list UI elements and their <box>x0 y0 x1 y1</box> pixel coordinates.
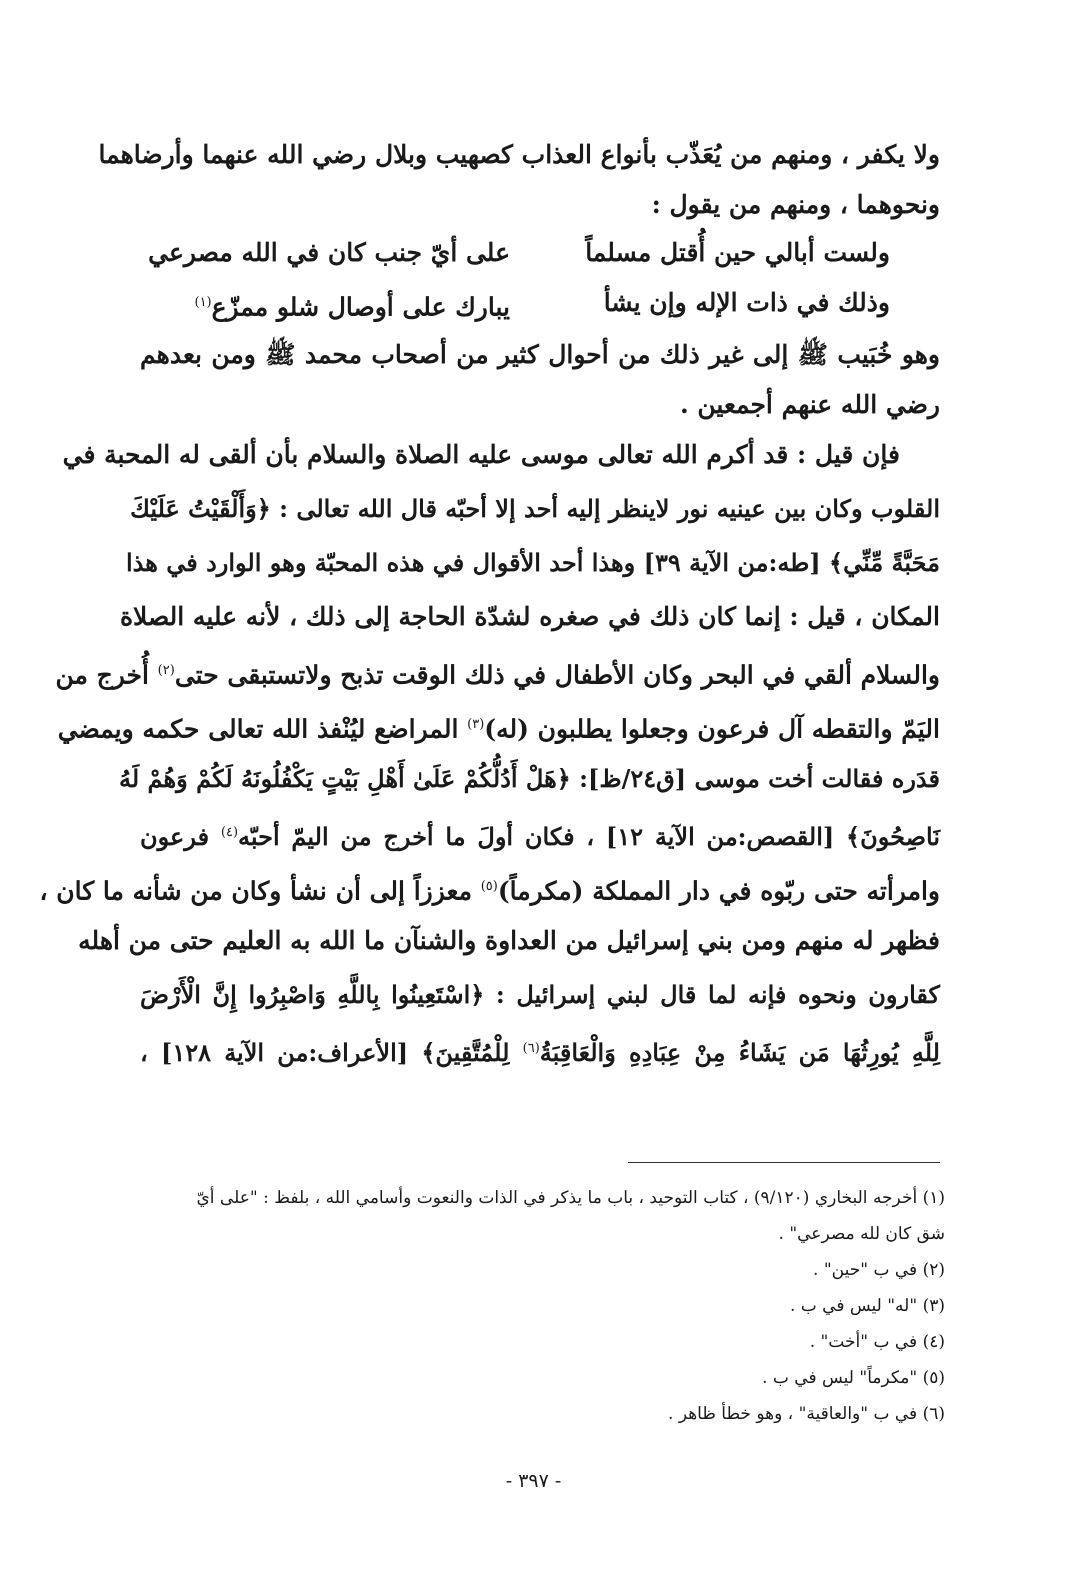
verse-2-second-hemistich: يبارك على أوصال شلو ممزّع$^{(١)}$ <box>194 292 510 322</box>
footnote-2: (٢) في ب "حين" . <box>813 1260 945 1280</box>
footnotes <box>140 1180 945 1432</box>
main-text <box>39 128 940 1076</box>
footnote-6: (٦) في ب "والعاقية" ، وهو خطأ ظاهر . <box>668 1404 945 1424</box>
text-line-16: لِلَّهِ يُورِثُهَا مَن يَشَاءُ مِنْ عِبَادِهِ وَالْعَاقِبَةُ$^{(٦)}$ لِلْمُتَّقِينَ﴾ [الأعراف:من الآية ١٢٨] ، <box>140 1038 940 1067</box>
text-line-9: والسلام ألقي في البحر وكان الأطفال في ذلك الوقت تذبح ولاتستبقى حتى$^{(٢)}$ أُخرج من <box>55 660 940 690</box>
verse-1-second-hemistich: على أيّ جنب كان في الله مصرعي <box>148 238 510 267</box>
text-line-13: وامرأته حتى ربّوه في دار المملكة (مكرماً)$^{(٥)}$ معززاً إلى أن نشأ وكان من شأنه ما كان ، <box>39 876 940 906</box>
footnote-1: (١) أخرجه البخاري (٩/١٢٠) ، كتاب التوحيد ، باب ما يذكر في الذات والنعوت وأسامي الله ، بلفظ : "على أيّ <box>196 1188 945 1208</box>
footnote-1-continuation: شق كان لله مصرعي" . <box>778 1224 945 1244</box>
text-line-3: وهو خُبَيب ﷺ إلى غير ذلك من أحوال كثير من أصحاب محمد ﷺ ومن بعدهم <box>140 340 940 369</box>
footnote-5: (٥) "مكرماً" ليس في ب . <box>762 1368 945 1388</box>
text-line-6: القلوب وكان بين عينيه نور لاينظر إليه أحد إلا أحبّه قال الله تعالى : ﴿وَأَلْقَيْتُ عَلَيْكَ <box>130 494 940 523</box>
footnote-marker-1: (١) <box>194 295 212 310</box>
text-line-8: المكان ، قيل : إنما كان ذلك في صغره لشدّة الحاجة إلى ذلك ، لأنه عليه الصلاة <box>119 602 940 631</box>
text-line-11: قدَره فقالت أخت موسى [ق٢٤/ظ]: ﴿هَلْ أَدُلُّكُمْ عَلَىٰ أَهْلِ بَيْتٍ يَكْفُلُونَهُ لَكُمْ وَهُمْ لَهُ <box>119 764 940 793</box>
footnote-marker-4: (٤) <box>220 825 239 840</box>
text-line-14: فظهر له منهم ومن بني إسرائيل من العداوة والشنآن ما الله به العليم حتى من أهله <box>78 926 940 955</box>
text-line-7: مَحَبَّةً مِّنِّي﴾ [طه:من الآية ٣٩] وهذا أحد الأقوال في هذه المحبّة وهو الوارد في هذا <box>125 548 940 577</box>
footnote-marker-3: (٣) <box>467 717 485 732</box>
text-line-15: كقارون ونحوه فإنه لما قال لبني إسرائيل : ﴿اسْتَعِينُوا بِاللَّهِ وَاصْبِرُوا إِنَّ الْأَرْضَ <box>140 980 940 1009</box>
page-number: - ٣٩٧ - <box>505 1470 562 1492</box>
footnote-marker-2: (٢) <box>157 663 175 678</box>
poem-verse-1 <box>140 228 940 278</box>
footnote-marker-6: (٦) <box>522 1041 540 1056</box>
footnote-3: (٣) "له" ليس في ب . <box>789 1296 945 1316</box>
footnote-marker-5: (٥) <box>480 879 498 894</box>
footnote-4: (٤) في ب "أخت" . <box>809 1332 945 1352</box>
verse-1-first-hemistich: ولست أبالي حين أُقتل مسلماً <box>585 238 890 267</box>
footnote-separator <box>628 1162 940 1163</box>
text-line-1: ولا يكفر ، ومنهم من يُعَذّب بأنواع العذاب كصهيب وبلال رضي الله عنهما وأرضاهما <box>98 140 940 169</box>
text-line-10: اليَمّ والتقطه آل فرعون وجعلوا يطلبون (له)$^{(٣)}$ المراضع ليُنْفذ الله تعالى حكمه ويمضي <box>57 714 940 744</box>
poem-verse-2 <box>140 278 940 328</box>
text-line-5: فإن قيل : قد أكرم الله تعالى موسى عليه الصلاة والسلام بأن ألقى له المحبة في <box>62 440 900 469</box>
text-line-12: نَاصِحُونَ﴾ [القصص:من الآية ١٢] ، فكان أولَ ما أخرج من اليمّ أحبّه$^{(٤)}$ فرعون <box>140 822 940 851</box>
text-line-4: رضي الله عنهم أجمعين . <box>679 390 940 419</box>
text-line-2: ونحوهما ، ومنهم من يقول : <box>651 190 940 219</box>
verse-2-first-hemistich: وذلك في ذات الإله وإن يشأ <box>603 288 890 317</box>
